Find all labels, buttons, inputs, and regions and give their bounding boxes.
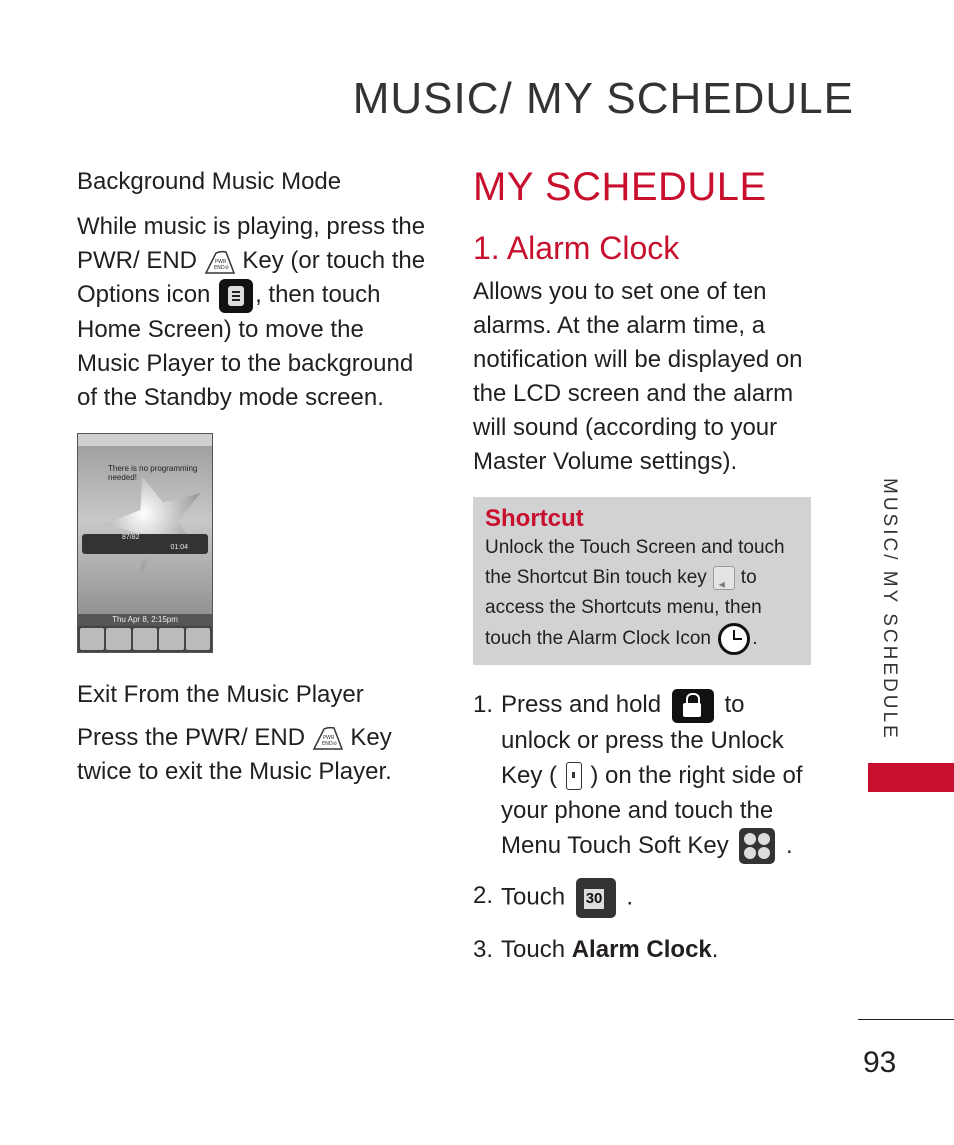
alarm-clock-intro: Allows you to set one of ten alarms. At the alarm time, a notification will be displayed on the LCD screen and the alarm will sound (according to your Master Volume settings).: [473, 278, 803, 475]
phone-message: There is no programming needed!: [108, 463, 198, 482]
phone-screen-image: [77, 433, 213, 653]
step-item: [473, 878, 818, 918]
svg-text:END⊘: END⊘: [321, 741, 337, 748]
shortcut-text-part3: .: [752, 628, 758, 650]
step-item: [473, 687, 818, 864]
exit-music-player-heading: Exit From the Music Player: [77, 680, 364, 708]
exit-text-part1: Press the PWR/ END: [77, 723, 306, 751]
step3-part-a: Touch: [501, 936, 566, 964]
page-header-title: MUSIC/ MY SCHEDULE: [352, 74, 854, 123]
pwr-end-key-icon: [204, 249, 236, 275]
add-contact-icon: [186, 628, 210, 650]
shortcut-text: [485, 533, 799, 655]
shortcut-text-part1: Unlock the Touch Screen and touch the Shortcut Bin touch key: [485, 537, 785, 588]
phone-status-bar: [78, 434, 212, 446]
step-number: 1.: [473, 691, 494, 718]
my-schedule-heading: MY SCHEDULE: [473, 165, 767, 209]
unlock-key-icon: [566, 762, 582, 790]
step1-part-d: .: [786, 831, 793, 859]
step2-part-b: .: [626, 883, 634, 911]
calendar-icon: [576, 878, 616, 918]
phone-date-bar: Thu Apr 8, 2:15pm: [78, 614, 212, 626]
phone-call-icon: [106, 628, 130, 650]
right-column: [473, 165, 818, 967]
phone-dock: [78, 626, 212, 652]
pwr-end-key-icon: [312, 725, 344, 751]
background-music-text: [77, 210, 427, 415]
bg-text-part3: , then touch Home Screen) to move the Music Player to the background of the Standby mode screen.: [77, 281, 414, 411]
page-number: 93: [863, 1046, 897, 1079]
step3-bold: Alarm Clock: [571, 936, 712, 964]
step-text: [501, 878, 818, 918]
side-tab-label: MUSIC/ MY SCHEDULE: [879, 478, 900, 741]
step-item: [473, 932, 818, 967]
left-column: [77, 168, 427, 789]
mini-music-player: [82, 534, 208, 554]
step1-part-a: Press and hold: [501, 691, 662, 718]
shortcut-text-part2: to access the Shortcuts menu, then touch the Alarm Clock Icon: [485, 567, 762, 650]
player-time: 01:04: [170, 543, 188, 551]
shortcut-bin-icon: [713, 566, 735, 590]
bg-text-part2: Key (or touch the Options icon: [77, 247, 426, 308]
steps-list: [473, 687, 818, 967]
exit-text-part2: Key twice to exit the Music Player.: [77, 723, 392, 785]
svg-text:PWR: PWR: [214, 258, 227, 265]
step3-part-b: .: [711, 936, 719, 964]
bg-text-part1: While music is playing, press the PWR/ END: [77, 213, 426, 274]
side-tab-bar: [868, 763, 954, 792]
shortcut-box: [473, 497, 811, 665]
message-icon: [80, 628, 104, 650]
player-track-number: 87/82: [122, 533, 140, 541]
step-number: 3.: [473, 936, 494, 964]
step1-part-c: ) on the right side of your phone and touch the Menu Touch Soft Key: [501, 761, 803, 859]
menu-soft-key-icon: [739, 828, 775, 864]
exit-music-player-text: [77, 721, 427, 789]
step1-part-b: to unlock or press the Unlock Key (: [501, 691, 784, 789]
options-icon: [219, 279, 253, 313]
step-text: [501, 687, 818, 864]
background-music-heading: Background Music Mode: [77, 168, 342, 195]
alarm-clock-icon: [718, 623, 750, 655]
alarm-clock-heading: 1. Alarm Clock: [473, 230, 680, 266]
step-number: 2.: [473, 882, 494, 910]
shortcut-title: Shortcut: [485, 505, 584, 532]
svg-text:END⊘: END⊘: [213, 264, 229, 271]
footer-divider: [858, 1019, 954, 1020]
lock-icon: [672, 689, 714, 723]
step2-part-a: Touch: [501, 883, 566, 911]
contacts-icon: [159, 628, 183, 650]
step-text: [501, 932, 818, 967]
menu-grid-icon: [133, 628, 157, 650]
svg-text:PWR: PWR: [322, 735, 335, 742]
